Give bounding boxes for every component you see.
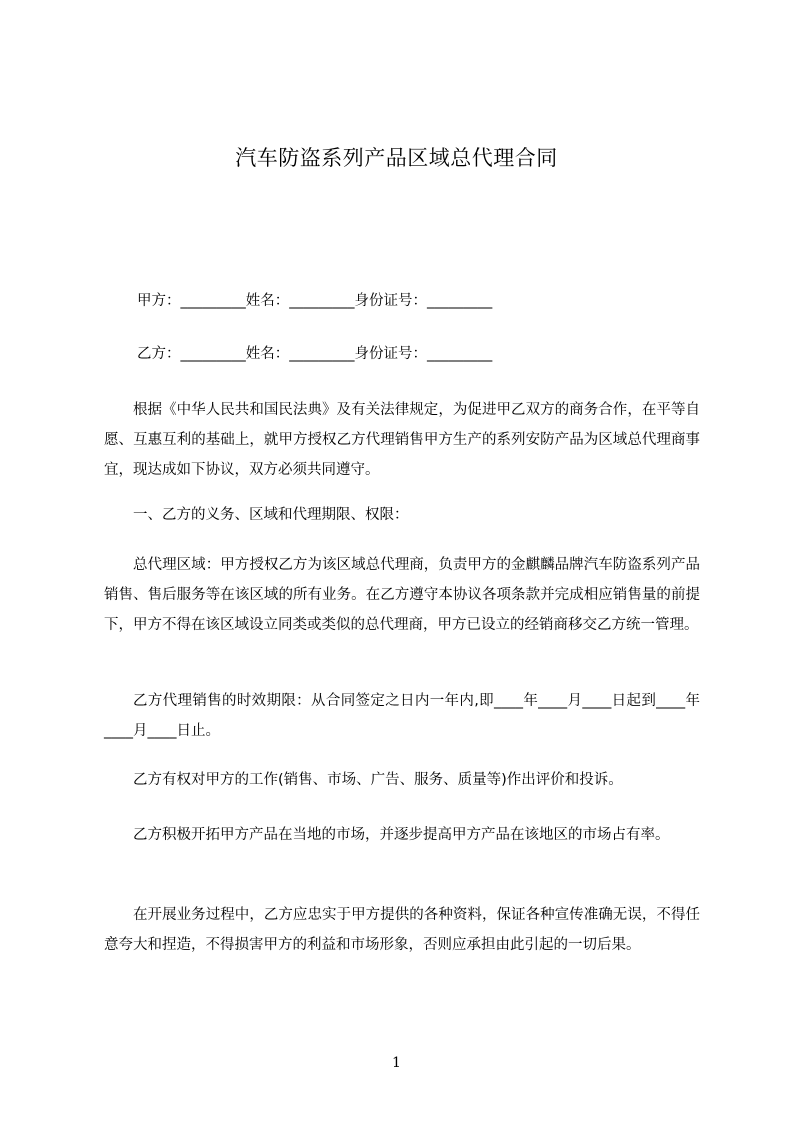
party-b-line: 乙方：_________姓名：_________身份证号：_________ [137,346,493,362]
section-heading-1: 一、乙方的义务、区域和代理期限、权限： [133,507,409,523]
paragraph-preamble: 根据《中华人民共和国民法典》及有关法律规定，为促进甲乙双方的商务合作，在平等自愿、互惠互利的基础上，就甲方授权乙方代理销售甲方生产的系列安防产品为区域总代理商事宜，现达成如下协议，双方必须共同遵守。 [104,402,700,478]
paragraph-agency-region: 总代理区域：甲方授权乙方为该区域总代理商，负责甲方的金麒麟品牌汽车防盗系列产品销售、售后服务等在该区域的所有业务。在乙方遵守本协议各项条款并完成相应销售量的前提下，甲方不得在该区域设立同类或类似的总代理商，甲方已设立的经销商移交乙方统一管理。 [104,557,700,633]
document-title: 汽车防盗系列产品区域总代理合同 [235,146,558,170]
paragraph-market-development: 乙方积极开拓甲方产品在当地的市场，并逐步提高甲方产品在该地区的市场占有率。 [133,827,670,843]
paragraph-agency-term: 乙方代理销售的时效期限：从合同签定之日内一年内,即____年____月____日起到____年____月____日止。 [104,693,700,739]
page-number: 1 [392,1055,401,1071]
party-a-line: 甲方：_________姓名：_________身份证号：_________ [137,293,493,309]
paragraph-evaluation-rights: 乙方有权对甲方的工作(销售、市场、广告、服务、质量等)作出评价和投诉。 [133,772,623,788]
paragraph-conduct: 在开展业务过程中，乙方应忠实于甲方提供的各种资料，保证各种宣传准确无误，不得任意夸大和捏造，不得损害甲方的利益和市场形象，否则应承担由此引起的一切后果。 [104,907,700,953]
